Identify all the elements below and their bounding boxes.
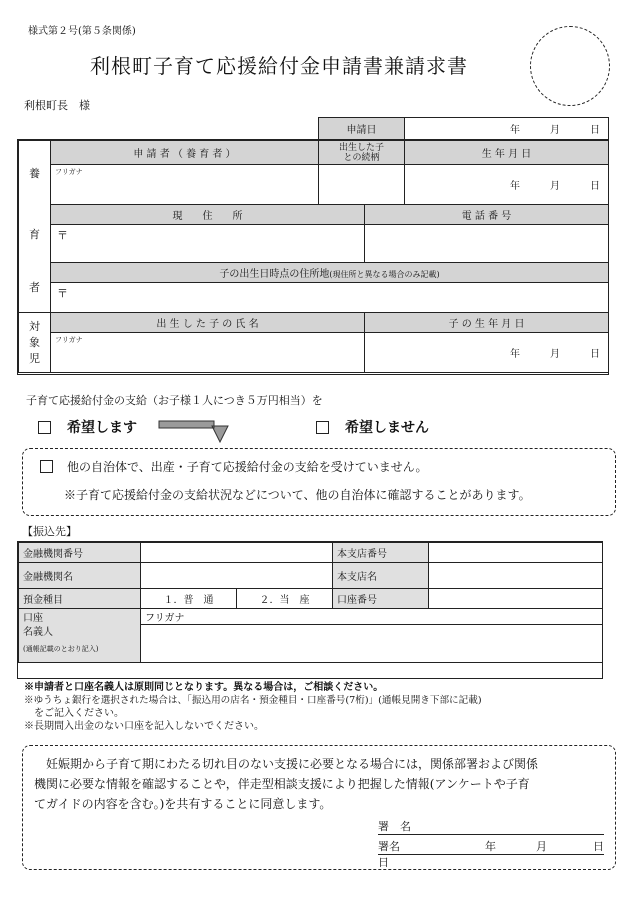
bank-name-field[interactable] bbox=[141, 563, 333, 589]
other-municipality-note: ※子育て応援給付金の支給状況などについて、他の自治体に確認することがあります。 bbox=[64, 488, 531, 502]
month-label: 月 bbox=[550, 125, 560, 136]
signature-date-label: 署名日 bbox=[378, 840, 400, 869]
form-number: 様式第２号(第５条関係) bbox=[28, 26, 136, 37]
child-side-char-2: 象 bbox=[29, 335, 40, 349]
account-number-label: 口座番号 bbox=[333, 589, 429, 609]
month-label: 月 bbox=[550, 349, 561, 360]
bank-code-field[interactable] bbox=[141, 543, 333, 563]
other-municipality-row[interactable] bbox=[40, 458, 427, 475]
address-field[interactable] bbox=[51, 225, 365, 263]
postal-mark: 〒 bbox=[57, 287, 68, 300]
consent-line-3: てガイドの内容を含む。)を共有することに同意します。 bbox=[34, 797, 332, 811]
month-label: 月 bbox=[550, 181, 561, 192]
payment-question: 子育て応援給付金の支給（お子様１人につき５万円相当）を bbox=[26, 394, 323, 407]
bank-name-label: 金融機関名 bbox=[19, 563, 141, 589]
furigana-label: フリガナ bbox=[55, 168, 83, 176]
apply-date-field[interactable] bbox=[405, 118, 609, 140]
side-label-child bbox=[19, 313, 51, 373]
day-label: 日 bbox=[590, 349, 601, 360]
consent-line-1: 妊娠期から子育て期にわたる切れ目のない支援に必要となる場合には，関係部署および関係 bbox=[34, 757, 539, 771]
account-type-label: 預金種目 bbox=[19, 589, 141, 609]
day-label: 日 bbox=[590, 181, 601, 192]
note-2: ※ゆうちょ銀行を選択された場合は、「振込用の店名・預金種目・口座番号(7桁)」(通帳見開き下部に記載) bbox=[24, 695, 482, 706]
child-dob-header: 子 の 生 年 月 日 bbox=[365, 313, 609, 333]
address-header: 現 住 所 bbox=[51, 205, 365, 225]
account-number-field[interactable] bbox=[429, 589, 603, 609]
month-label: 月 bbox=[536, 840, 547, 853]
furigana-label: フリガナ bbox=[55, 336, 83, 344]
applicant-dob-header: 生 年 月 日 bbox=[405, 141, 609, 165]
holder-note: (通帳記載のとおり記入) bbox=[23, 644, 99, 653]
apply-date-label: 申請日 bbox=[319, 118, 405, 140]
applicant-dob-field[interactable] bbox=[405, 165, 609, 205]
birth-address-title: 子の出生日時点の住所地 bbox=[219, 269, 330, 280]
consent-line-2: 機関に必要な情報を確認することや，伴走型相談支援により把握した情報(アンケートや子育 bbox=[34, 777, 530, 791]
holder-label-2 bbox=[19, 625, 141, 663]
side-label-caregiver-1: 養 bbox=[19, 141, 51, 205]
furigana-label: フリガナ bbox=[145, 613, 185, 624]
side-label-caregiver-3: 者 bbox=[19, 263, 51, 313]
holder-label-1: 口座 bbox=[19, 609, 141, 625]
branch-code-field[interactable] bbox=[429, 543, 603, 563]
addressee: 利根町長 様 bbox=[24, 99, 90, 112]
note-4: ※長期間入出金のない口座を記入しないでください。 bbox=[24, 721, 264, 732]
reception-stamp-circle bbox=[530, 26, 610, 106]
signature-date-field[interactable] bbox=[378, 838, 604, 869]
account-type-ordinary[interactable]: １．普 通 bbox=[141, 589, 237, 609]
note-3: をご記入ください。 bbox=[24, 708, 124, 719]
checkbox-yes[interactable] bbox=[38, 421, 51, 434]
signature-field[interactable] bbox=[378, 818, 604, 835]
relation-field[interactable] bbox=[319, 165, 405, 205]
phone-field[interactable] bbox=[365, 225, 609, 263]
child-dob-field[interactable] bbox=[365, 333, 609, 373]
day-label: 日 bbox=[593, 840, 604, 853]
option-no-label: 希望しません bbox=[345, 420, 429, 436]
year-label: 年 bbox=[510, 349, 521, 360]
branch-code-label: 本支店番号 bbox=[333, 543, 429, 563]
holder-label-text: 名義人 bbox=[23, 626, 53, 638]
year-label: 年 bbox=[510, 181, 521, 192]
year-label: 年 bbox=[510, 125, 520, 136]
postal-mark: 〒 bbox=[57, 229, 68, 242]
year-label: 年 bbox=[485, 840, 496, 853]
branch-name-label: 本支店名 bbox=[333, 563, 429, 589]
note-1: ※申請者と口座名義人は原則同じとなります。異なる場合は，ご相談ください。 bbox=[24, 682, 384, 693]
phone-header: 電 話 番 号 bbox=[365, 205, 609, 225]
option-no[interactable] bbox=[316, 417, 429, 437]
side-label-caregiver-2: 育 bbox=[19, 205, 51, 263]
applicant-name-header: 申 請 者 （ 養 育 者 ） bbox=[51, 141, 319, 165]
form-title: 利根町子育て応援給付金申請書兼請求書 bbox=[90, 54, 468, 78]
signature-label: 署 名 bbox=[378, 820, 411, 833]
apply-date-row bbox=[318, 117, 609, 140]
bank-table bbox=[18, 542, 603, 663]
other-municipality-text: 他の自治体で、出産・子育て応援給付金の支給を受けていません。 bbox=[67, 460, 428, 474]
bank-section-title: 【振込先】 bbox=[22, 525, 77, 538]
child-side-char-3: 児 bbox=[29, 351, 40, 365]
holder-furigana-field[interactable] bbox=[141, 609, 603, 625]
birth-address-note: (現住所と異なる場合のみ記載) bbox=[329, 270, 440, 279]
applicant-name-field[interactable] bbox=[51, 165, 319, 205]
day-label: 日 bbox=[590, 125, 600, 136]
birth-address-field[interactable] bbox=[51, 283, 609, 313]
checkbox-no[interactable] bbox=[316, 421, 329, 434]
relation-header: 出生した子 との続柄 bbox=[319, 141, 405, 165]
holder-name-field[interactable] bbox=[141, 625, 603, 663]
arrow-icon bbox=[158, 418, 234, 446]
checkbox-other-municipality[interactable] bbox=[40, 460, 53, 473]
birth-address-header bbox=[51, 263, 609, 283]
applicant-table bbox=[18, 140, 609, 373]
bank-code-label: 金融機関番号 bbox=[19, 543, 141, 563]
branch-name-field[interactable] bbox=[429, 563, 603, 589]
option-yes-label: 希望します bbox=[67, 420, 137, 436]
child-name-header: 出 生 し た 子 の 氏 名 bbox=[51, 313, 365, 333]
child-side-char-1: 対 bbox=[29, 319, 40, 333]
option-yes[interactable] bbox=[38, 417, 137, 437]
account-type-current[interactable]: ２．当 座 bbox=[237, 589, 333, 609]
child-name-field[interactable] bbox=[51, 333, 365, 373]
